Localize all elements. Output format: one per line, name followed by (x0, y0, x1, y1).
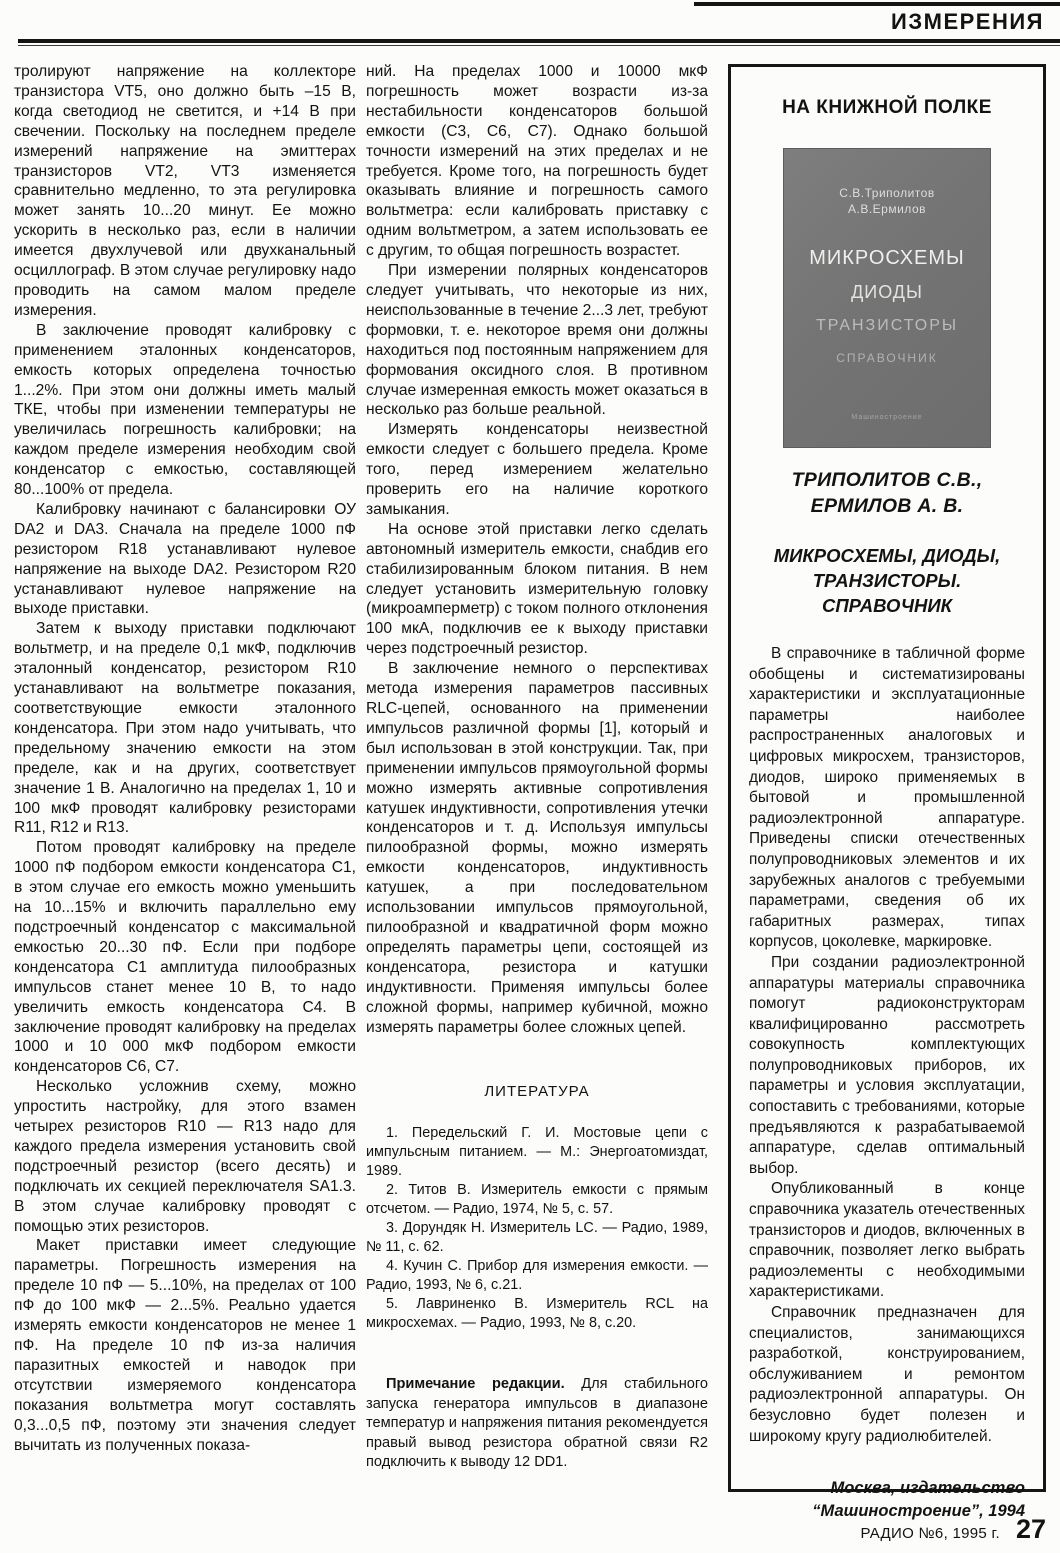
review-authors-line-2: ЕРМИЛОВ А. В. (810, 495, 964, 517)
review-body (749, 644, 1025, 1447)
page-number: 27 (1015, 1514, 1046, 1544)
book-cover-publisher: Машиностроение (851, 414, 923, 421)
book-cover-author-2: А.В.Ермилов (848, 202, 926, 216)
book-cover-author-1: С.В.Триполитов (839, 186, 935, 200)
header-rule-full (18, 39, 1060, 43)
article-paragraph: На основе этой приставки легко сделать автономный измеритель емкости, снабдив его стабилизированным блоком питания. В нем следует установить измерительную головку (микроамперметр) с током полного отклонения 100 мкА, подключив ее к выходу приставки через подстроечный резистор. (366, 520, 708, 658)
literature-heading: ЛИТЕРАТУРА (484, 1083, 590, 1101)
bookshelf-panel-title: НА КНИЖНОЙ ПОЛКЕ (782, 97, 992, 118)
literature-item: 5. Лавриненко В. Измеритель RCL на микросхемах. — Радио, 1993, № 8, с.20. (366, 1296, 708, 1332)
article-paragraph: ний. На пределах 1000 и 10000 мкФ погрешность может возрасти из-за нестабильности конденсаторов большой емкости (С3, С6, С7). Однако большой точности измерений на этих пределах и не требуется. Кроме того, на погрешность будет оказывать влияние и погрешность самого вольтметра: если калибровать приставку с одним вольтметром, а затем использовать ее с другим, то общая погрешность возрастет. (366, 63, 708, 260)
literature-item: 4. Кучин С. Прибор для измерения емкости. — Радио, 1993, № 6, с.21. (366, 1258, 708, 1294)
book-cover-title-4: СПРАВОЧНИК (836, 351, 938, 365)
review-book-title-line-1: МИКРОСХЕМЫ, ДИОДЫ, (773, 545, 1001, 566)
review-paragraph: При создании радиоэлектронной аппаратуры материалы справочника помогут радиоконструкторам квалифицированно рассмотреть совокупность комплектующих полупроводниковых приборов, их параметры и условия эксплуатации, сопоставить с требованиями, которые предъявляются к разрабатываемой аппаратуре, сделав оптимальный выбор. (749, 953, 1025, 1177)
review-book-title-line-3: СПРАВОЧНИК (821, 595, 953, 616)
book-cover-title-3: ТРАНЗИСТОРЫ (815, 317, 959, 334)
article-paragraph: В заключение проводят калибровку с применением эталонных конденсаторов, емкость которых определена точностью 1...2%. При этом они должны иметь малый ТКЕ, чтобы при изменении температуры не увеличилась погрешность калибровки; на каждом пределе измерения необходим свой конденсатор с емкостью, составляющей 80...100% от предела. (14, 321, 356, 499)
book-cover-title-1: МИКРОСХЕМЫ (809, 247, 965, 269)
article-paragraph: тролируют напряжение на коллекторе транзистора VT5, оно должно быть –15 В, когда светодиод не светится, и +14 В при свечении. Поскольку на последнем пределе измерений напряжение на эмиттерах транзисторов VT2, VT3 изменяется сравнительно медленно, то эта регулировка может занять 10...20 минут. Ее можно ускорить в несколько раз, если в наличии имеется двухлучевой или двухканальный осциллограф. В этом случае регулировку надо проводить на самом малом пределе измерения. (14, 63, 356, 319)
review-imprint-line-2: “Машиностроение”, 1994 (812, 1502, 1025, 1521)
article-paragraph: Измерять конденсаторы неизвестной емкости следует с большего предела. Кроме того, перед измерением желательно проверить его на наличие короткого замыкания. (366, 421, 708, 518)
review-book-title (749, 543, 1025, 618)
review-book-title-line-2: ТРАНЗИСТОРЫ. (812, 570, 962, 591)
review-authors-line-1: ТРИПОЛИТОВ С.В., (791, 469, 983, 491)
journal-issue-label: РАДИО №6, 1995 г. (860, 1525, 1000, 1542)
page-footer (860, 1514, 1046, 1545)
section-title: ИЗМЕРЕНИЯ (891, 9, 1044, 34)
header-rule-thin (18, 45, 1060, 46)
review-paragraph: Справочник предназначен для специалистов, занимающихся разработкой, конструированием, обслуживанием и ремонтом радиоэлектронной аппаратуры. Он безусловно будет полезен и широкому кругу радиолюбителей. (749, 1304, 1025, 1445)
literature-item: 3. Дорундяк Н. Измеритель LC. — Радио, 1989, № 11, с. 62. (366, 1220, 708, 1256)
book-cover-image (784, 149, 990, 447)
literature-item: 1. Передельский Г. И. Мостовые цепи с импульсным питанием. — М.: Энергоатомиздат, 1989. (366, 1125, 708, 1180)
editor-note-text: Для стабильного запуска генератора импульсов в диапазоне температур и напряжения питания рекомендуется правый вывод резистора обратной связи R2 подключить к выводу 12 DD1. (366, 1376, 708, 1471)
header-rule-top (694, 2, 1060, 6)
article-paragraph: Несколько усложнив схему, можно упростить настройку, для этого взамен четырех резисторов R10 — R13 надо для каждого предела измерения установить свой подстроечный резистор (всего десять) и подключать их секцией переключателя SA1.3. В этом случае калибровку проводят с помощью этих резисторов. (14, 1078, 356, 1235)
article-column-2 (366, 62, 708, 1532)
editor-note (366, 1375, 708, 1473)
article-paragraph: При измерении полярных конденсаторов следует учитывать, что некоторые из них, неиспользованные в течение 2...3 лет, требуют формовки, т. е. некоторое время они должны находиться под постоянным напряжением для формования оксидного слоя. В противном случае измеренная емкость может оказаться в несколько раз больше реальной. (366, 262, 708, 419)
article-paragraph: Макет приставки имеет следующие параметры. Погрешность измерения на пределе 10 пФ — 5...10%, на пределах от 100 пФ до 100 мкФ — 2...5%. Реально удается измерять емкости конденсаторов не менее 1 пФ. На пределе 10 пФ из-за наличия паразитных емкостей и наводок при отсутствии измеряемого конденсатора показания вольтметра могут составлять 0,3...0,5 пФ, поэтому эти значения следует вычитать из полученных показа- (14, 1237, 356, 1454)
book-cover-title-2: ДИОДЫ (851, 282, 923, 302)
review-paragraph: Опубликованный в конце справочника указатель отечественных транзисторов и диодов, включенных в справочник, позволяет легко выбрать радиоэлементы с необходимыми характеристиками. (749, 1180, 1025, 1301)
article-paragraph: Потом проводят калибровку на пределе 1000 пФ подбором емкости конденсатора С1, в этом случае его емкость можно уменьшить на 10...15% и включить параллельно ему подстроечный конденсатор с максимальной емкостью 20...30 пФ. Если при подборе конденсатора С1 амплитуда пилообразных импульсов станет менее 10 В, то надо увеличить емкость конденсатора С4. В заключение проводят калибровку на пределах 1000 и 10 000 мкФ подбором емкости конденсаторов С6, С7. (14, 839, 356, 1076)
article-column-1 (14, 62, 356, 1532)
review-imprint-line-1: Москва, издательство (830, 1479, 1025, 1498)
editor-note-lead: Примечание редакции. (386, 1376, 565, 1393)
article-paragraph: Затем к выходу приставки подключают вольтметр, и на пределе 0,1 мкФ, подключив эталонный конденсатор, резистором R10 устанавливают на вольтметре показания, соответствующие емкости эталонного конденсатора. При этом надо учитывать, что предельному значению емкости на этом пределе, как и на других, соответствует значение 1 В. Аналогично на пределах 1, 10 и 100 мкФ проводят калибровку резисторами R11, R12 и R13. (14, 620, 356, 837)
book-cover-authors (784, 149, 990, 217)
review-paragraph: В справочнике в табличной форме обобщены и систематизированы характеристики и эксплуатационные параметры наиболее распространенных аналоговых и цифровых микросхем, транзисторов, диодов, широко применяемых в бытовой и промышленной радиоэлектронной аппаратуре. Приведены списки отечественных полупроводниковых элементов и их зарубежных аналогов с требуемыми параметрами, сведения об их габаритных размерах, типах корпусов, цоколевке, маркировке. (749, 645, 1025, 951)
bookshelf-panel (728, 64, 1046, 1521)
article-paragraph: Калибровку начинают с балансировки ОУ DA2 и DA3. Сначала на пределе 1000 пФ резистором R18 устанавливают нулевое напряжение на выходе DA2. Резистором R20 устанавливают нулевое напряжение на выходе приставки. (14, 500, 356, 618)
review-authors-heading (749, 467, 1025, 519)
article-paragraph: В заключение немного о перспективах метода измерения параметров пассивных RLC-цепей, основанного на применении импульсов различной формы [1], который и был использован в этой конструкции. Так, при применении импульсов прямоугольной формы можно измерять активные сопротивления катушек индуктивности, сопротивления утечки конденсаторов и т. д. Используя импульсы пилообразной формы, можно измерять емкости конденсаторов, индуктивность катушек, а при последовательном использовании импульсов прямоугольной, пилообразной и квадратичной форм можно определять параметры цепи, состоящей из конденсатора, резистора и катушки индуктивности. Применяя импульсы более сложной формы, например кубичной, можно измерять параметры более сложных цепей. (366, 660, 708, 1036)
literature-item: 2. Титов В. Измеритель емкости с прямым отсчетом. — Радио, 1974, № 5, с. 57. (366, 1182, 708, 1218)
